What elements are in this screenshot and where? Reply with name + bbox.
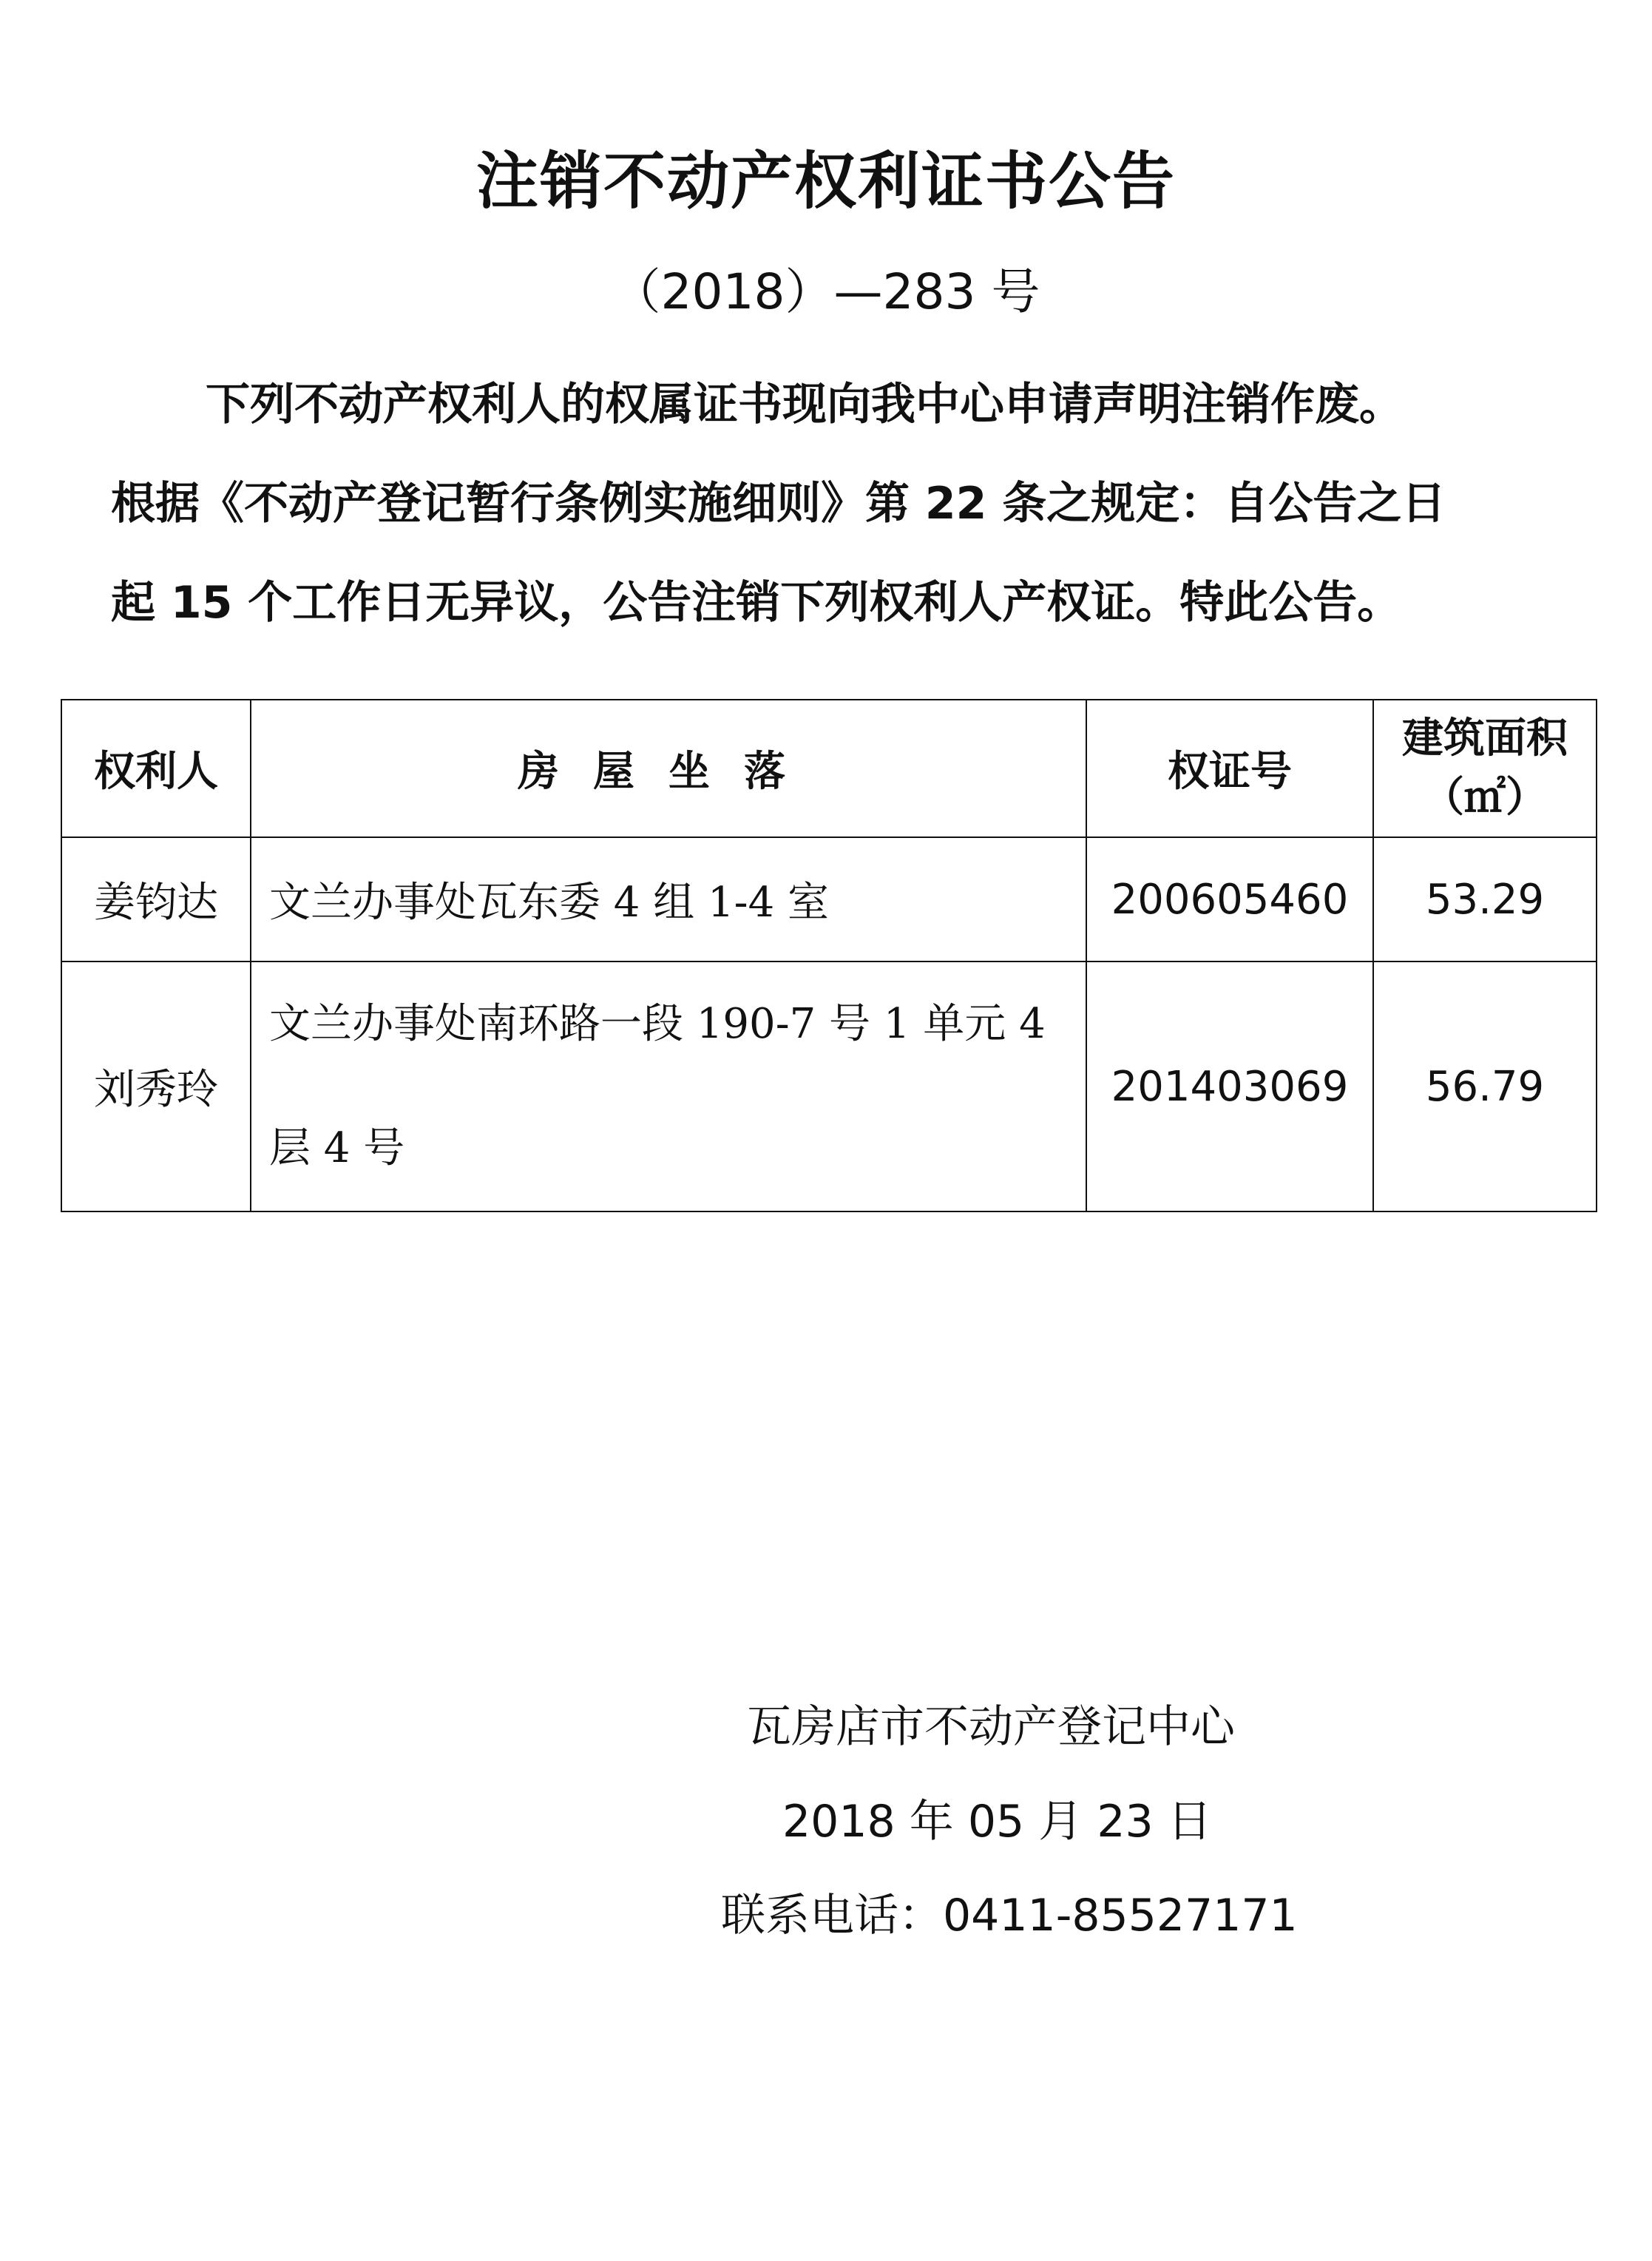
paragraph-line-1: 下列不动产权利人的权属证书现向我中心申请声明注销作废。 (206, 379, 1404, 430)
header-area-label: 建筑面积 (1402, 714, 1568, 763)
header-area (1373, 700, 1597, 837)
notice-title: 注销不动产权利证书公告 (475, 145, 1176, 217)
header-owner: 权利人 (61, 700, 251, 837)
records-table (61, 699, 1597, 1212)
owner-cell: 姜钧达 (61, 837, 251, 961)
location-cell (251, 961, 1086, 1211)
table-header-row (61, 700, 1597, 837)
issue-date: 2018 年 05 月 23 日 (782, 1796, 1212, 1848)
certificate-cell: 201403069 (1086, 961, 1373, 1211)
header-location: 房屋坐落 (251, 700, 1086, 837)
notice-number: （2018）—283 号 (612, 263, 1040, 320)
location-line: 层 4 号 (269, 1124, 405, 1172)
issuing-organization: 瓦房店市不动产登记中心 (747, 1701, 1235, 1753)
contact-phone: 联系电话：0411-85527171 (721, 1890, 1298, 1941)
paragraph-line-3: 起 15 个工作日无异议，公告注销下列权利人产权证。特此公告。 (111, 577, 1402, 629)
location-line: 文兰办事处南环路一段 190-7 号 1 单元 4 (269, 1000, 1046, 1048)
table-row (61, 837, 1597, 961)
area-cell: 53.29 (1373, 837, 1597, 961)
owner-cell: 刘秀玲 (61, 961, 251, 1211)
notice-paragraph (111, 355, 1560, 652)
paragraph-line-2: 根据《不动产登记暂行条例实施细则》第 22 条之规定：自公告之日 (111, 478, 1446, 530)
certificate-cell: 200605460 (1086, 837, 1373, 961)
header-area-unit: （㎡） (1423, 774, 1547, 822)
header-certificate: 权证号 (1086, 700, 1373, 837)
table-row (61, 961, 1597, 1211)
area-cell: 56.79 (1373, 961, 1597, 1211)
location-line: 文兰办事处瓦东委 4 组 1-4 室 (269, 879, 830, 927)
location-cell (251, 837, 1086, 961)
